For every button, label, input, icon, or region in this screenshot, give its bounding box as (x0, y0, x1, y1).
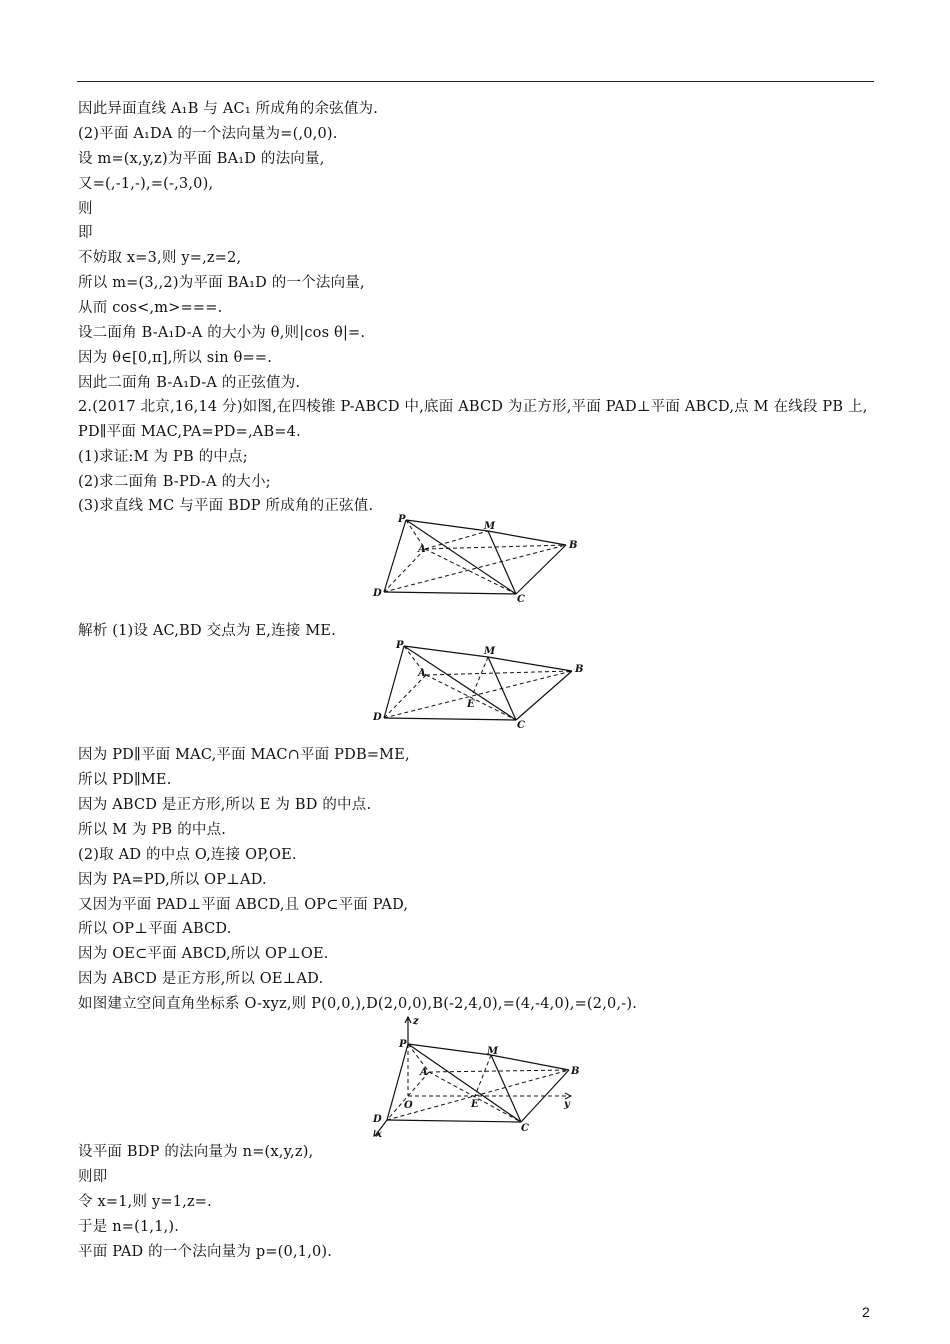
problem-part: (3)求直线 MC 与平面 BDP 所成角的正弦值. (78, 498, 374, 514)
label-a: A (420, 1067, 428, 1078)
text-line: 因为 ABCD 是正方形,所以 OE⊥AD. (78, 971, 324, 987)
problem-part: (2)求二面角 B-PD-A 的大小; (78, 474, 271, 490)
header-rule (77, 81, 874, 82)
text-line: 所以 m=(3,,2)为平面 BA₁D 的一个法向量, (78, 275, 365, 291)
text-line: 即 (78, 225, 93, 241)
label-o: O (404, 1100, 413, 1111)
label-p: P (399, 1039, 407, 1050)
label-b: B (571, 1066, 580, 1077)
text-line: 令 x=1,则 y=1,z=. (78, 1194, 212, 1210)
text-line: 所以 PD∥ME. (78, 772, 172, 788)
text-line: 则即 (78, 1169, 108, 1185)
problem-part: (1)求证:M 为 PB 的中点; (78, 449, 248, 465)
text-line: 从而 cos<,m>===. (78, 300, 223, 316)
label-c: C (517, 720, 525, 731)
text-line: 如图建立空间直角坐标系 O-xyz,则 P(0,0,),D(2,0,0),B(-2,4,0),=(4,-4,0),=(2,0,-). (78, 996, 638, 1012)
text-line: 所以 M 为 PB 的中点. (78, 822, 227, 838)
coordinate-figure (365, 1014, 590, 1139)
label-b: B (575, 664, 584, 675)
problem-statement: 2.(2017 北京,16,14 分)如图,在四棱锥 P-ABCD 中,底面 ABCD 为正方形,平面 PAD⊥平面 ABCD,点 M 在线段 PB 上, (78, 399, 868, 415)
label-a: A (418, 668, 426, 679)
text-line: 设 m=(x,y,z)为平面 BA₁D 的法向量, (78, 151, 325, 167)
text-line: (2)取 AD 的中点 O,连接 OP,OE. (78, 847, 297, 863)
pyramid-figure-1 (370, 512, 585, 606)
text-line: 因此异面直线 A₁B 与 AC₁ 所成角的余弦值为. (78, 101, 379, 117)
text-line: 因为 θ∈[0,π],所以 sin θ==. (78, 350, 273, 366)
label-c: C (521, 1123, 529, 1134)
solution-heading: 解析 (1)设 AC,BD 交点为 E,连接 ME. (78, 623, 336, 639)
text-line: 因此二面角 B-A₁D-A 的正弦值为. (78, 375, 301, 391)
text-line: 因为 PD∥平面 MAC,平面 MAC∩平面 PDB=ME, (78, 747, 410, 763)
pyramid-figure-2 (370, 638, 585, 732)
text-line: 于是 n=(1,1,). (78, 1219, 180, 1235)
label-b: B (569, 540, 578, 551)
label-p: P (398, 514, 406, 525)
text-line: 因为 PA=PD,所以 OP⊥AD. (78, 872, 267, 888)
text-line: (2)平面 A₁DA 的一个法向量为=(,0,0). (78, 126, 338, 142)
label-z: z (413, 1016, 419, 1027)
label-y: y (564, 1099, 570, 1110)
text-line: 设二面角 B-A₁D-A 的大小为 θ,则|cos θ|=. (78, 325, 366, 341)
label-p: P (396, 640, 404, 651)
label-e: E (467, 699, 475, 710)
text-line: 因为 OE⊂平面 ABCD,所以 OP⊥OE. (78, 946, 329, 962)
problem-statement: PD∥平面 MAC,PA=PD=,AB=4. (78, 424, 301, 440)
label-m: M (484, 521, 496, 532)
label-d: D (373, 712, 382, 723)
label-d: D (373, 588, 382, 599)
text-line: 因为 ABCD 是正方形,所以 E 为 BD 的中点. (78, 797, 372, 813)
text-line: 则 (78, 201, 93, 217)
text-line: 又=(,-1,-),=(-,3,0), (78, 176, 214, 192)
label-d: D (373, 1114, 382, 1125)
page-number: 2 (862, 1304, 870, 1320)
label-c: C (517, 594, 525, 605)
text-line: 所以 OP⊥平面 ABCD. (78, 921, 232, 937)
label-m: M (484, 646, 496, 657)
text-line: 又因为平面 PAD⊥平面 ABCD,且 OP⊂平面 PAD, (78, 897, 409, 913)
text-line: 设平面 BDP 的法向量为 n=(x,y,z), (78, 1144, 314, 1160)
label-e: E (471, 1099, 479, 1110)
text-line: 不妨取 x=3,则 y=,z=2, (78, 250, 242, 266)
label-x: x (376, 1129, 382, 1139)
text-line: 平面 PAD 的一个法向量为 p=(0,1,0). (78, 1244, 333, 1260)
label-a: A (418, 544, 426, 555)
label-m: M (487, 1046, 499, 1057)
